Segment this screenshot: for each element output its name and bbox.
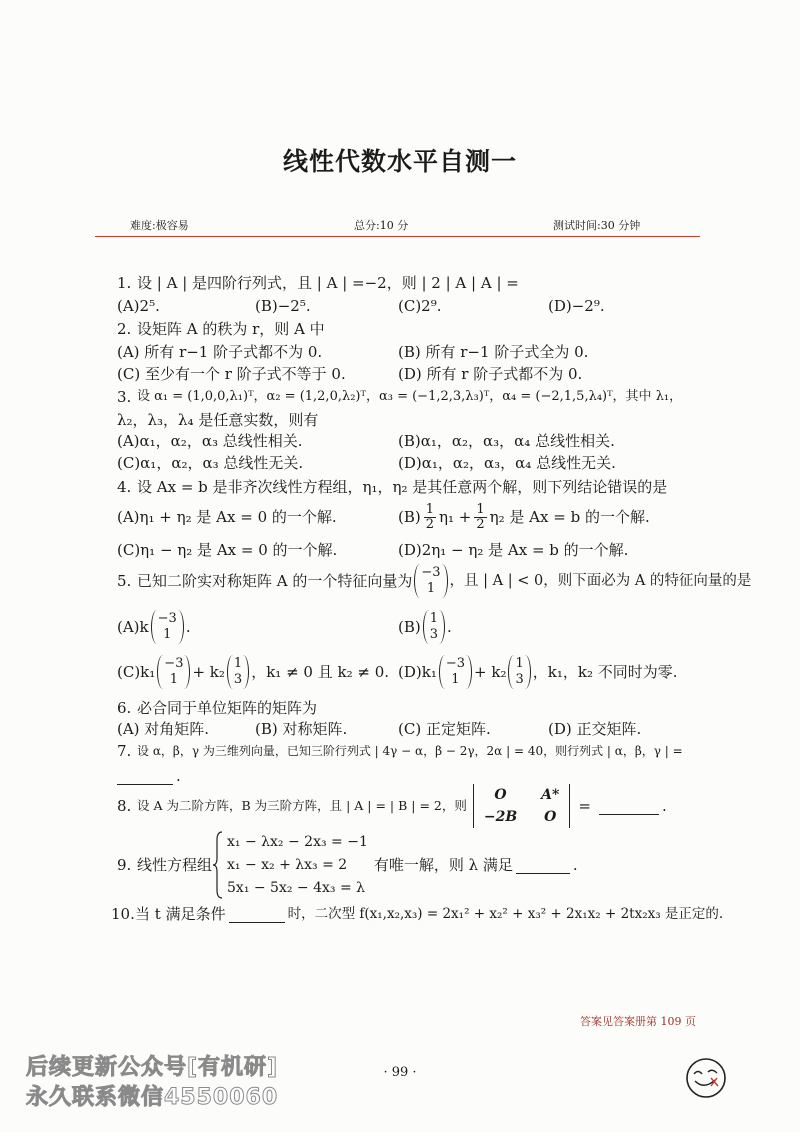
q1-number: 1. [117, 274, 132, 292]
fraction-one-half [474, 503, 486, 532]
vector-entry: 1 [426, 581, 436, 596]
q2-option-b: (B) 所有 r−1 阶子式全为 0. [398, 343, 589, 361]
column-vector [227, 655, 249, 689]
q5-stem [137, 561, 751, 601]
difficulty-label: 难度:极容易 [130, 219, 189, 232]
q3-stem-line2: λ₂，λ₃，λ₄ 是任意实数，则有 [117, 411, 319, 429]
q4-option-d: (D)2η₁ − η₂ 是 Ax = b 的一个解. [398, 541, 629, 559]
q7-number: 7. [117, 742, 132, 760]
column-vector [414, 564, 447, 598]
vector-entries [163, 656, 184, 688]
vector-entry: 1 [233, 656, 243, 671]
q5-option-c-mid: + k₂ [192, 663, 225, 681]
left-brace-icon [212, 830, 224, 900]
q6-stem: 必合同于单位矩阵的矩阵为 [137, 699, 318, 717]
vector-entry: 1 [169, 672, 179, 687]
q5-option-d-suffix: ，k₁，k₂ 不同时为零. [532, 663, 678, 681]
q5-stem-after: ，且 | A | < 0，则下面必为 A 的特征向量的是 [449, 573, 752, 589]
test-time-label: 测试时间:30 分钟 [553, 219, 641, 232]
q5-option-c-suffix: ，k₁ ≠ 0 且 k₂ ≠ 0. [251, 663, 390, 681]
q1-option-a: (A)2⁵. [117, 297, 160, 315]
q5-number: 5. [117, 572, 132, 590]
q6-option-c: (C) 正定矩阵. [398, 720, 491, 738]
q3-option-c: (C)α₁，α₂，α₃ 总线性无关. [117, 454, 304, 472]
q10-line [135, 904, 723, 924]
header-divider [95, 236, 700, 237]
vector-entries [233, 656, 243, 688]
page-title: 线性代数水平自测一 [282, 147, 517, 176]
q5-option-b-suffix: . [447, 618, 452, 636]
q3-option-b: (B)α₁，α₂，α₃，α₄ 总线性相关. [398, 432, 615, 450]
det-entry: A* [541, 787, 560, 803]
vector-entry: 1 [429, 611, 439, 626]
q3-number: 3. [117, 388, 132, 406]
q5-option-c-label: (C)k₁ [117, 663, 156, 681]
vector-entries [420, 565, 441, 597]
vector-entry: 1 [515, 656, 524, 671]
q5-stem-before: 已知二阶实对称矩阵 A 的一个特征向量为 [137, 572, 413, 590]
q10-after: 时，二次型 f(x₁,x₂,x₃) = 2x₁² + x₂² + x₃² + 2x₁x₂ + 2tx₂x₃ 是正定的. [287, 906, 724, 922]
vector-entry: 1 [451, 672, 460, 687]
q4-option-a [117, 500, 337, 534]
q5-option-a [117, 607, 191, 647]
equation-row: x₁ − x₂ + λx₃ = 2 [227, 856, 348, 873]
fraction-numerator: 1 [425, 501, 435, 517]
q5-option-a-label: (A)k [117, 618, 149, 636]
watermark-line-1: 后续更新公众号[有机研] [26, 1055, 279, 1080]
q8-end: . [661, 797, 667, 815]
equation-row: x₁ − λx₂ − 2x₃ = −1 [227, 833, 368, 850]
vector-entry: 1 [163, 627, 172, 642]
q7-end: . [176, 767, 181, 785]
q4-option-c: (C)η₁ − η₂ 是 Ax = 0 的一个解. [117, 541, 338, 559]
page-number: · 99 · [383, 1065, 417, 1080]
q8-equals: = [578, 797, 591, 815]
total-score-label: 总分:10 分 [354, 219, 409, 232]
vector-entries [445, 656, 466, 688]
right-paren [466, 655, 472, 689]
q5-option-b-label: (B) [398, 618, 421, 636]
right-paren [439, 610, 445, 644]
block-determinant [473, 784, 571, 828]
q2-option-d: (D) 所有 r 阶子式都不为 0. [398, 365, 583, 383]
equation-row: 5x₁ − 5x₂ − 4x₃ = λ [227, 879, 366, 896]
q9-number: 9. [117, 856, 132, 874]
det-entry: O [494, 787, 507, 803]
right-paren [184, 655, 190, 689]
q4-option-a-text: (A)η₁ + η₂ 是 Ax = 0 的一个解. [117, 508, 337, 526]
q5-option-b [398, 607, 452, 647]
right-paren [243, 655, 249, 689]
vector-entry: 3 [429, 627, 439, 642]
watermark-line-2: 永久联系微信4550060 [26, 1085, 279, 1110]
vector-entry: 3 [515, 672, 524, 687]
fraction-numerator: 1 [476, 501, 485, 517]
column-vector [423, 610, 445, 644]
q5-option-d [398, 652, 678, 692]
q3-stem-line1: 设 α₁ = (1,0,0,λ₁)ᵀ，α₂ = (1,2,0,λ₂)ᵀ，α₃ = (−1,2,3,λ₃)ᵀ，α₄ = (−2,1,5,λ₄)ᵀ，其中 λ₁， [137, 389, 683, 404]
q4-option-b [398, 500, 650, 534]
q5-option-c [117, 652, 389, 692]
q3-option-a: (A)α₁，α₂，α₃ 总线性相关. [117, 432, 303, 450]
vector-entry: −3 [445, 656, 466, 671]
q7-stem: 设 α，β，γ 为三维列向量，已知三阶行列式 | 4γ − α，β − 2γ，2α | = 40，则行列式 | α，β，γ | = [137, 744, 683, 758]
q6-option-d: (D) 正交矩阵. [548, 720, 642, 738]
vector-entry: 3 [233, 672, 243, 687]
q6-option-a: (A) 对角矩阵. [117, 720, 210, 738]
column-vector [439, 655, 472, 689]
q4-option-b-suffix: η₂ 是 Ax = b 的一个解. [489, 508, 650, 526]
q4-stem: 设 Ax = b 是非齐次线性方程组，η₁，η₂ 是其任意两个解，则下列结论错误的是 [137, 478, 668, 496]
q8-stem: 设 A 为二阶方阵，B 为三阶方阵，且 | A | = | B | = 2，则 [137, 798, 467, 813]
equation-system [227, 831, 368, 900]
q8-number: 8. [117, 797, 132, 815]
answer-blank [599, 798, 659, 815]
vector-entry: −3 [157, 611, 177, 626]
answer-reference: 答案见答案册第 109 页 [580, 1015, 696, 1028]
fraction-denominator: 2 [476, 516, 485, 532]
q9-tail: 有唯一解，则 λ 满足 [373, 856, 513, 874]
right-paren [442, 564, 448, 598]
q5-option-d-mid: + k₂ [474, 663, 507, 681]
det-entry: −2B [483, 809, 518, 825]
q3-option-d: (D)α₁，α₂，α₃，α₄ 总线性无关. [398, 454, 616, 472]
q2-stem: 设矩阵 A 的秩为 r，则 A 中 [137, 320, 325, 338]
vector-entries [157, 611, 178, 643]
det-entry: O [544, 809, 557, 825]
q4-option-b-mid: η₁ + [439, 508, 472, 526]
q4-option-b-label: (B) [398, 508, 421, 526]
answer-blank [229, 906, 285, 923]
q10-before: 当 t 满足条件 [135, 905, 226, 923]
q2-option-a: (A) 所有 r−1 阶子式都不为 0. [117, 343, 323, 361]
answer-blank [117, 768, 173, 785]
vector-entry: −3 [164, 656, 184, 671]
column-vector [157, 655, 190, 689]
column-vector [151, 610, 184, 644]
q2-number: 2. [117, 320, 132, 338]
q4-number: 4. [117, 478, 132, 496]
q8-line [137, 783, 667, 829]
fraction-one-half [424, 503, 436, 532]
vector-entries [429, 611, 439, 643]
q5-option-d-label: (D)k₁ [398, 663, 437, 681]
fraction-denominator: 2 [425, 516, 435, 532]
q1-option-c: (C)2⁹. [398, 297, 442, 315]
q5-option-a-suffix: . [185, 618, 191, 636]
q9-end: . [572, 856, 578, 874]
q1-option-d: (D)−2⁹. [548, 297, 605, 315]
q6-number: 6. [117, 699, 132, 717]
q2-option-c: (C) 至少有一个 r 阶子式不等于 0. [117, 365, 346, 383]
q10-number: 10. [111, 905, 135, 923]
q1-stem: 设 | A | 是四阶行列式，且 | A | =−2，则 | 2 | A | A | = [137, 274, 519, 292]
q1-option-b: (B)−2⁵. [255, 297, 311, 315]
q9-lead: 线性方程组 [137, 856, 213, 874]
right-paren [178, 610, 184, 644]
right-paren [525, 655, 531, 689]
q6-option-b: (B) 对称矩阵. [255, 720, 348, 738]
answer-blank [516, 857, 570, 874]
publisher-logo-icon [684, 1056, 728, 1100]
column-vector [508, 655, 530, 689]
q9-line [137, 829, 578, 901]
vector-entry: −3 [421, 565, 441, 580]
vector-entries [514, 656, 524, 688]
